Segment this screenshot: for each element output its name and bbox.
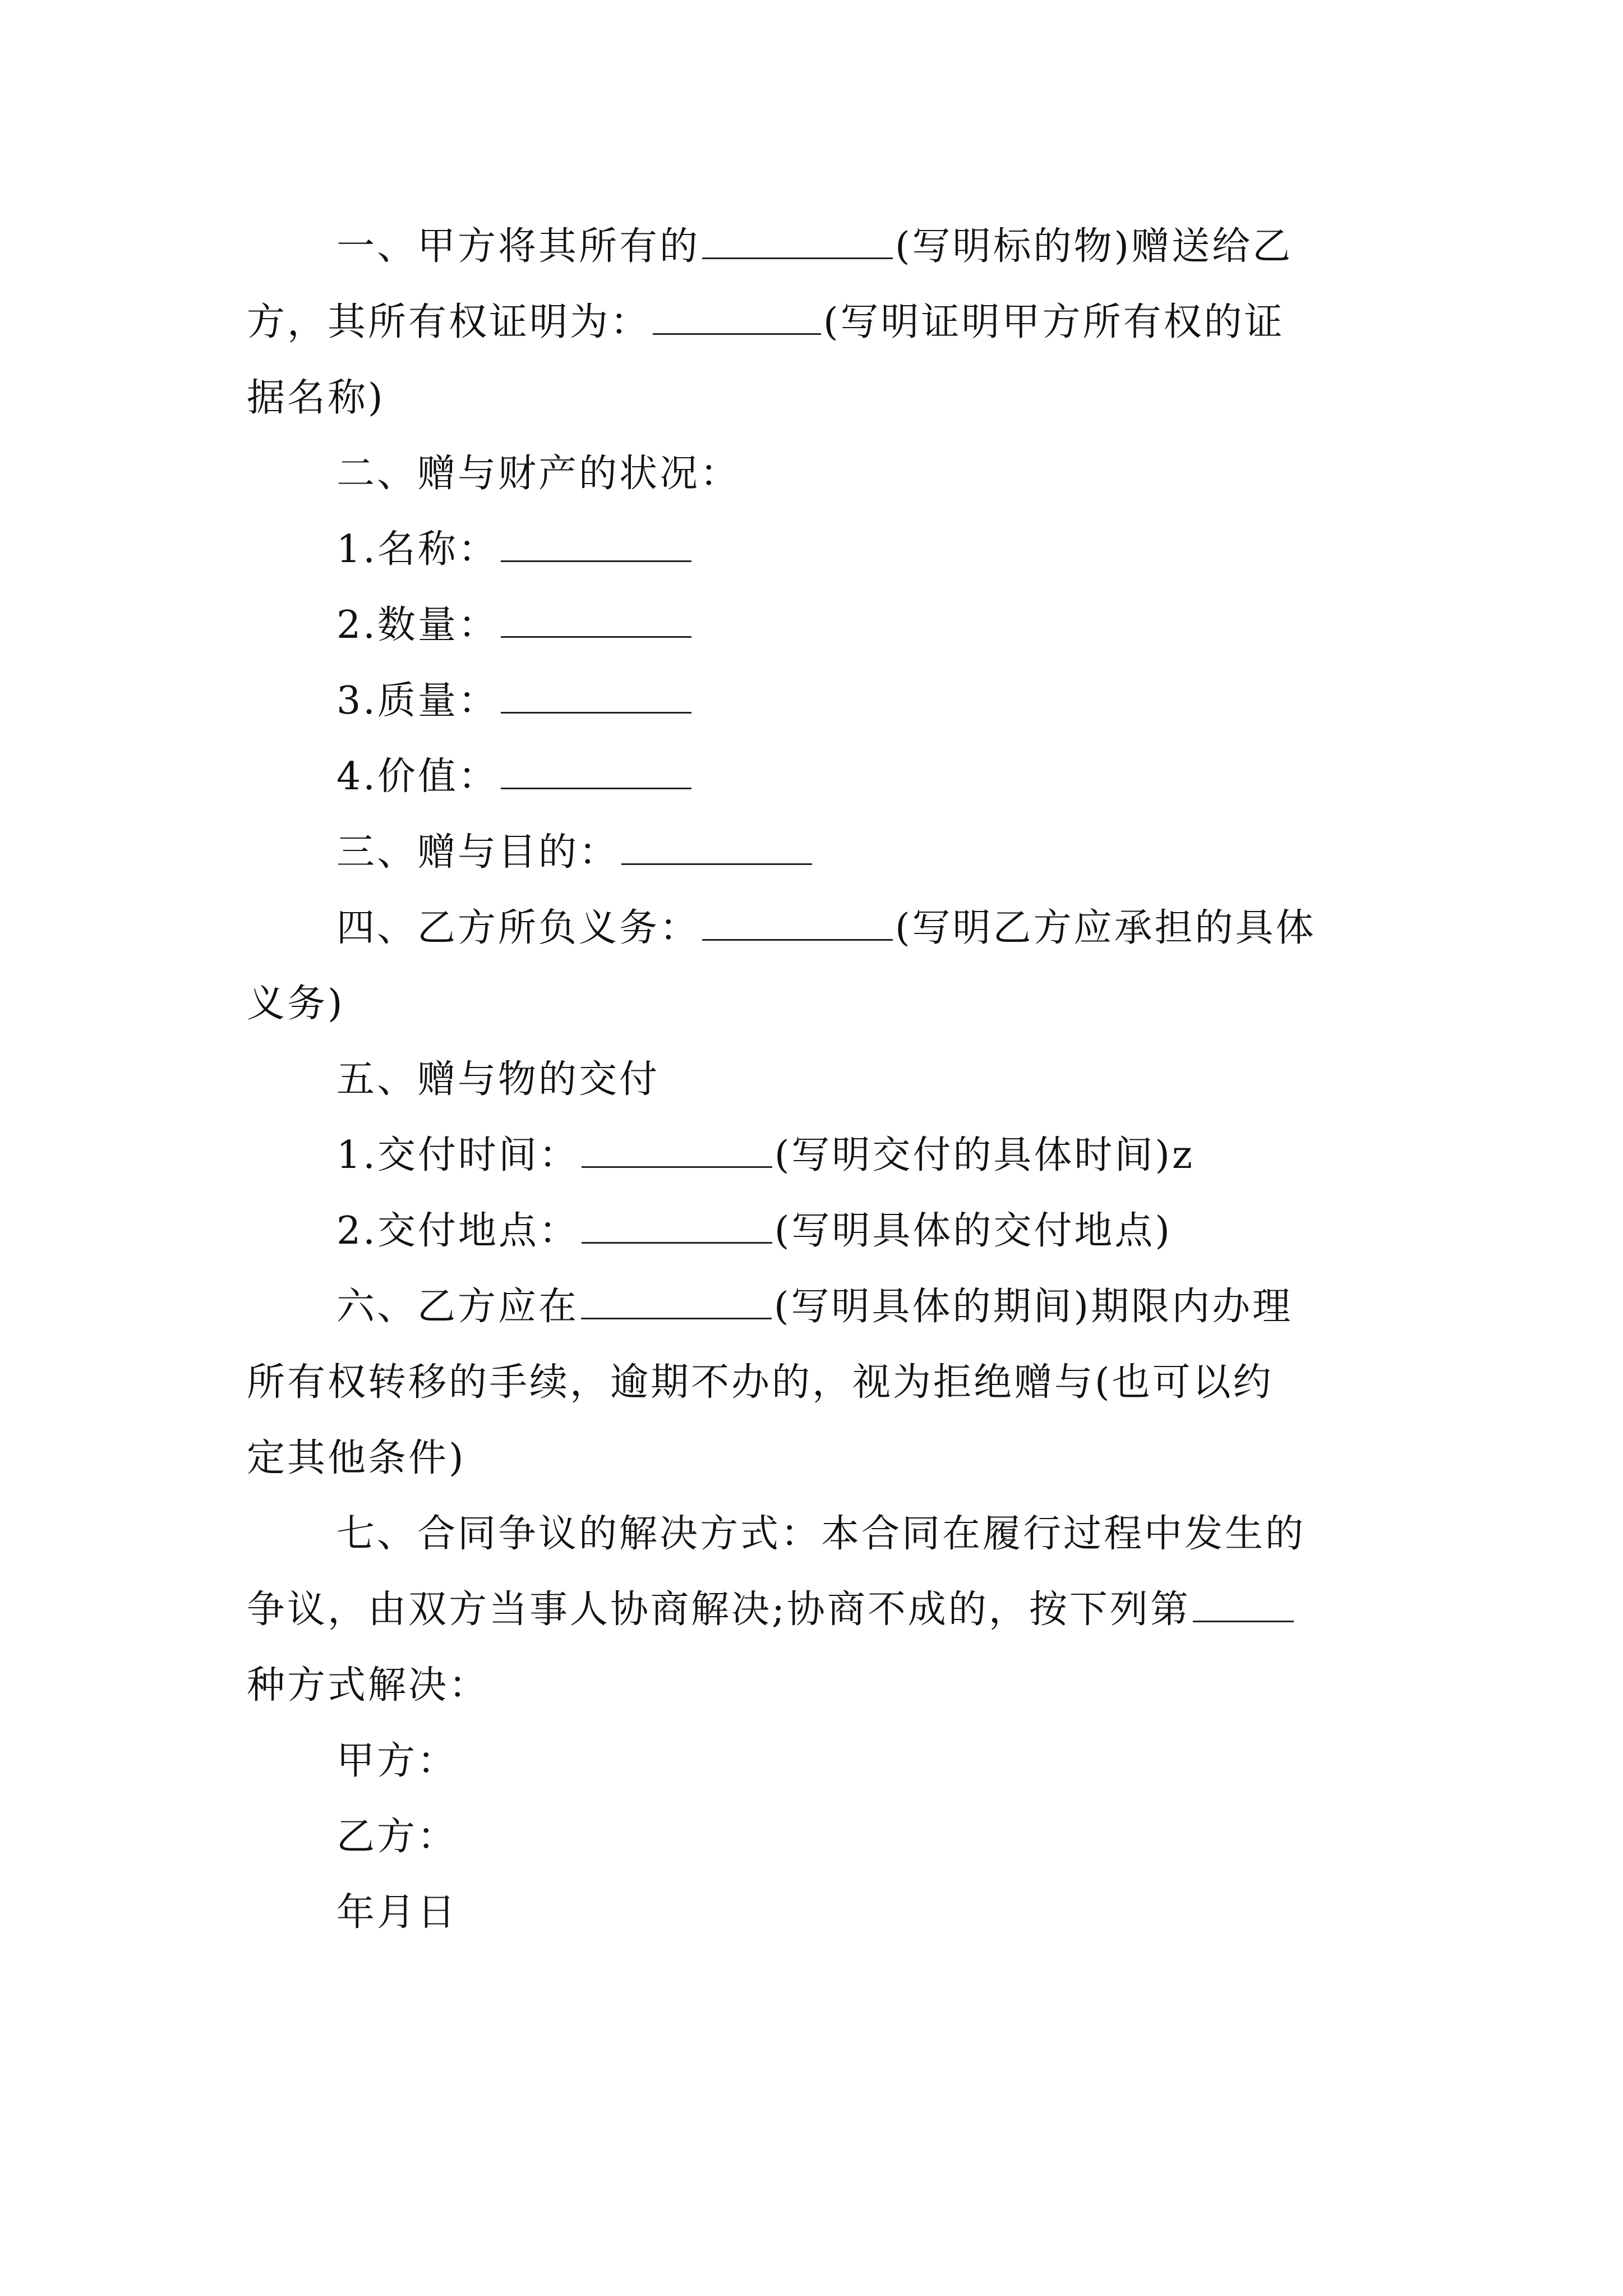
clause-7-line-3	[247, 1658, 489, 1714]
fill-in-blank	[702, 220, 893, 259]
item-label: 1.交付时间：	[336, 1133, 579, 1177]
clause-6-line-1	[336, 1279, 1293, 1335]
clause-text: (写明证明甲方所有权的证	[823, 300, 1285, 344]
fill-in-blank	[501, 599, 691, 638]
party-a-signature	[336, 1733, 458, 1789]
clause-4-line-2	[247, 976, 345, 1032]
signature-label: 甲方：	[336, 1739, 458, 1783]
clause-7-line-1	[336, 1506, 1306, 1562]
date-line	[336, 1885, 458, 1941]
clause-text: (写明交付的具体时间)z	[774, 1133, 1195, 1177]
property-quality-line	[336, 673, 694, 729]
property-quantity-line	[336, 597, 694, 654]
item-label: 2.交付地点：	[336, 1209, 579, 1253]
fill-in-blank	[621, 826, 812, 865]
clause-4-line-1	[336, 900, 1316, 956]
delivery-place-line	[336, 1203, 1172, 1259]
clause-text: 争议，由双方当事人协商解决;协商不成的，按下列第	[247, 1588, 1191, 1632]
fill-in-blank	[582, 1205, 772, 1244]
clause-text: 七、合同争议的解决方式：本合同在履行过程中发生的	[336, 1512, 1306, 1556]
clause-5-heading	[336, 1052, 660, 1108]
fill-in-blank	[501, 523, 691, 562]
clause-text: 方，其所有权证明为：	[247, 300, 651, 344]
clause-text: 六、乙方应在	[336, 1285, 579, 1329]
fill-in-blank	[501, 751, 691, 789]
clause-1-line-1	[336, 219, 1293, 275]
party-b-signature	[336, 1809, 458, 1865]
delivery-time-line	[336, 1128, 1195, 1184]
clause-text: (写明标的物)赠送给乙	[895, 224, 1293, 269]
fill-in-blank	[1193, 1584, 1294, 1622]
item-label: 1.名称：	[336, 527, 499, 572]
signature-label: 乙方：	[336, 1815, 458, 1859]
item-label: 2.数量：	[336, 603, 499, 647]
clause-text: (写明具体的交付地点)	[774, 1209, 1172, 1253]
clause-1-line-2	[247, 295, 1285, 351]
clause-text: 定其他条件)	[247, 1436, 466, 1480]
fill-in-blank	[501, 675, 691, 714]
clause-text: 所有权转移的手续，逾期不办的，视为拒绝赠与(也可以约	[247, 1360, 1274, 1405]
property-value-line	[336, 749, 694, 805]
fill-in-blank	[702, 902, 893, 941]
clause-text: 四、乙方所负义务：	[336, 906, 700, 950]
clause-7-line-2	[247, 1582, 1296, 1638]
clause-text: 义务)	[247, 982, 345, 1026]
clause-text: 三、赠与目的：	[336, 830, 620, 875]
clause-6-line-3	[247, 1430, 466, 1487]
clause-text: 种方式解决：	[247, 1663, 490, 1708]
clause-2-heading	[336, 446, 740, 502]
date-label: 年月日	[336, 1890, 458, 1935]
clause-text: 一、甲方将其所有的	[336, 224, 700, 269]
clause-text: (写明乙方应承担的具体	[895, 906, 1316, 950]
clause-text: 据名称)	[247, 376, 385, 420]
fill-in-blank	[653, 296, 821, 335]
clause-6-line-2	[247, 1355, 1274, 1411]
clause-1-line-3	[247, 370, 385, 426]
item-label: 4.价值：	[336, 754, 499, 799]
fill-in-blank	[582, 1129, 772, 1168]
clause-text: (写明具体的期间)期限内办理	[774, 1285, 1293, 1329]
clause-3-line	[336, 825, 814, 881]
item-label: 3.质量：	[336, 679, 499, 723]
property-name-line	[336, 522, 694, 578]
fill-in-blank	[581, 1281, 772, 1319]
clause-text: 二、赠与财产的状况：	[336, 452, 741, 496]
clause-text: 五、赠与物的交付	[336, 1057, 660, 1102]
